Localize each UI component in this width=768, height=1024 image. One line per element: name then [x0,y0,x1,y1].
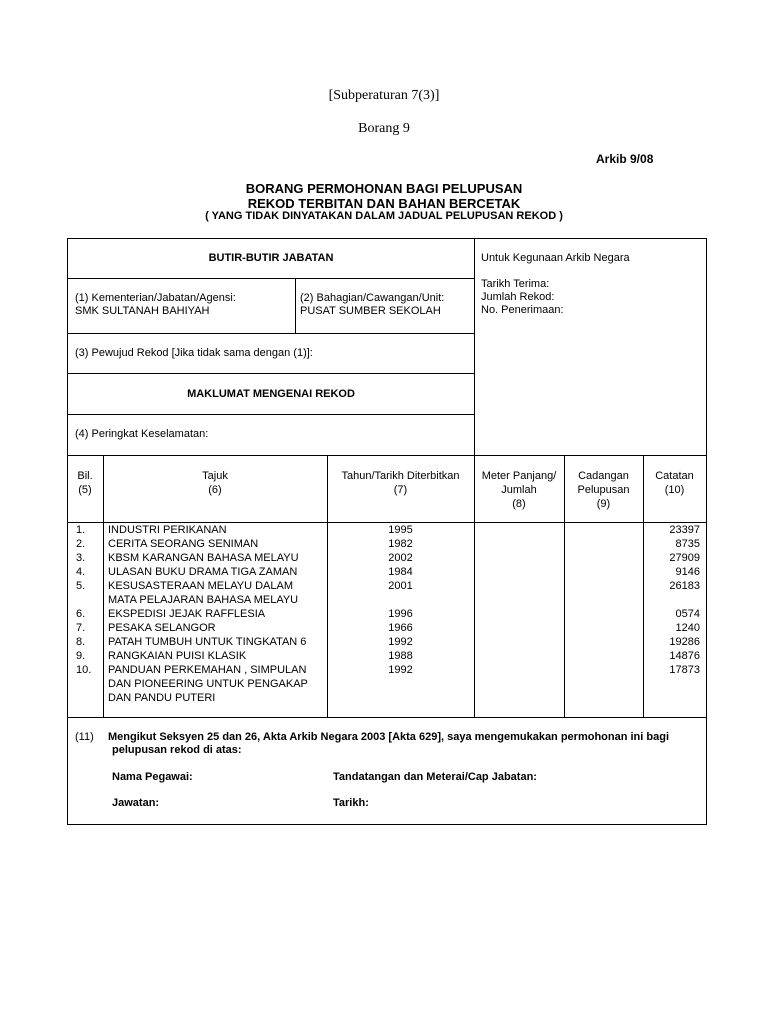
position-label: Jawatan: [112,797,160,809]
table-row [67,565,707,579]
ministry-value: SMK SULTANAH BAHIYAH [75,305,210,317]
row-number: 3. [76,552,86,564]
row-note: 8735 [675,538,700,550]
row-note: 17873 [669,664,700,676]
row-title [108,649,246,663]
header-year: Tahun/Tarikh Diterbitkan (7) [341,470,460,496]
row-title-line: KBSM KARANGAN BAHASA MELAYU [108,552,299,564]
row-year: 1992 [388,664,413,676]
row-title-line: EKSPEDISI JEJAK RAFFLESIA [108,608,266,620]
officer-name-label: Nama Pegawai: [112,771,193,783]
signature-label: Tandatangan dan Meterai/Cap Jabatan: [333,771,537,783]
row-note: 19286 [669,636,700,648]
declaration-text-line1: Mengikut Seksyen 25 dan 26, Akta Arkib Negara 2003 [Akta 629], saya mengemukakan permohonan ini bagi [108,731,670,743]
declaration-number: (11) [75,731,94,743]
row-year: 2002 [388,552,413,564]
table-row [67,635,707,649]
row-title [108,635,306,649]
row-title [108,565,297,579]
archive-use-heading: Untuk Kegunaan Arkib Negara [481,252,630,264]
row-title-line: PANDUAN PERKEMAHAN , SIMPULAN [108,664,307,676]
row-title [108,537,258,551]
record-count-label: Jumlah Rekod: [481,291,555,303]
row-title-line: INDUSTRI PERIKANAN [108,524,227,536]
row-title-line: PATAH TUMBUH UNTUK TINGKATAN 6 [108,636,307,648]
row-year: 1982 [388,538,413,550]
table-row [67,523,707,537]
record-creator-label: (3) Pewujud Rekod [Jika tidak sama dengan (1)]: [75,347,313,359]
row-title [108,551,299,565]
table-row [67,579,707,607]
row-year: 1984 [388,566,413,578]
row-title [108,523,227,537]
received-date-label: Tarikh Terima: [481,278,550,290]
header-title: Tajuk (6) [202,470,228,496]
division-value: PUSAT SUMBER SEKOLAH [300,305,441,317]
row-number: 10. [76,664,92,676]
header-meter-length: Meter Panjang/ Jumlah (8) [481,470,557,510]
row-number: 9. [76,650,86,662]
row-number: 5. [76,580,86,592]
row-year: 1995 [388,524,413,536]
row-title-line: CERITA SEORANG SENIMAN [108,538,259,550]
row-note: 1240 [675,622,700,634]
row-title-line: ULASAN BUKU DRAMA TIGA ZAMAN [108,566,298,578]
row-title-line: KESUSASTERAAN MELAYU DALAM [108,580,294,592]
table-row [67,621,707,635]
row-number: 6. [76,608,86,620]
row-note: 26183 [669,580,700,592]
security-level-label: (4) Peringkat Keselamatan: [75,428,209,440]
row-note: 0574 [675,608,700,620]
row-title-line: RANGKAIAN PUISI KLASIK [108,650,247,662]
row-title-line: PESAKA SELANGOR [108,622,216,634]
row-year: 1992 [388,636,413,648]
row-note: 14876 [669,650,700,662]
row-number: 4. [76,566,86,578]
department-heading: BUTIR-BUTIR JABATAN [208,252,334,264]
table-row [67,649,707,663]
header-disposal-proposal: Cadangan Pelupusan (9) [577,470,630,510]
row-title [108,621,216,635]
archive-code: Arkib 9/08 [596,152,654,166]
record-info-heading: MAKLUMAT MENGENAI REKOD [187,388,355,400]
row-note: 27909 [669,552,700,564]
declaration-text-line2: pelupusan rekod di atas: [112,744,242,756]
row-year: 1988 [388,650,413,662]
header-notes: Catatan (10) [655,470,694,496]
subregulation-label: [Subperaturan 7(3)] [328,88,440,103]
row-number: 2. [76,538,86,550]
row-number: 1. [76,524,86,536]
row-title-line: DAN PANDU PUTERI [108,692,216,704]
row-title [108,579,298,607]
row-note: 9146 [675,566,700,578]
date-label: Tarikh: [333,797,369,809]
row-year: 1996 [388,608,413,620]
table-row [67,537,707,551]
form-title-line3: ( YANG TIDAK DINYATAKAN DALAM JADUAL PELUPUSAN REKOD ) [205,210,563,222]
row-number: 8. [76,636,86,648]
form-title-line1: BORANG PERMOHONAN BAGI PELUPUSAN [245,181,523,196]
ministry-label: (1) Kementerian/Jabatan/Agensi: [75,292,236,304]
table-row [67,551,707,565]
row-note: 23397 [669,524,700,536]
table-row [67,607,707,621]
header-bil: Bil. (5) [77,470,93,496]
row-year: 1966 [388,622,413,634]
form-number: Borang 9 [358,121,410,136]
table-row [67,663,707,705]
acceptance-number-label: No. Penerimaan: [481,304,564,316]
row-year: 2001 [388,580,413,592]
form-title-line2: REKOD TERBITAN DAN BAHAN BERCETAK [247,196,521,211]
row-title-line: MATA PELAJARAN BAHASA MELAYU [108,594,299,606]
row-number: 7. [76,622,86,634]
row-title [108,607,265,621]
division-label: (2) Bahagian/Cawangan/Unit: [300,292,445,304]
row-title [108,663,308,705]
row-title-line: DAN PIONEERING UNTUK PENGAKAP [108,678,308,690]
